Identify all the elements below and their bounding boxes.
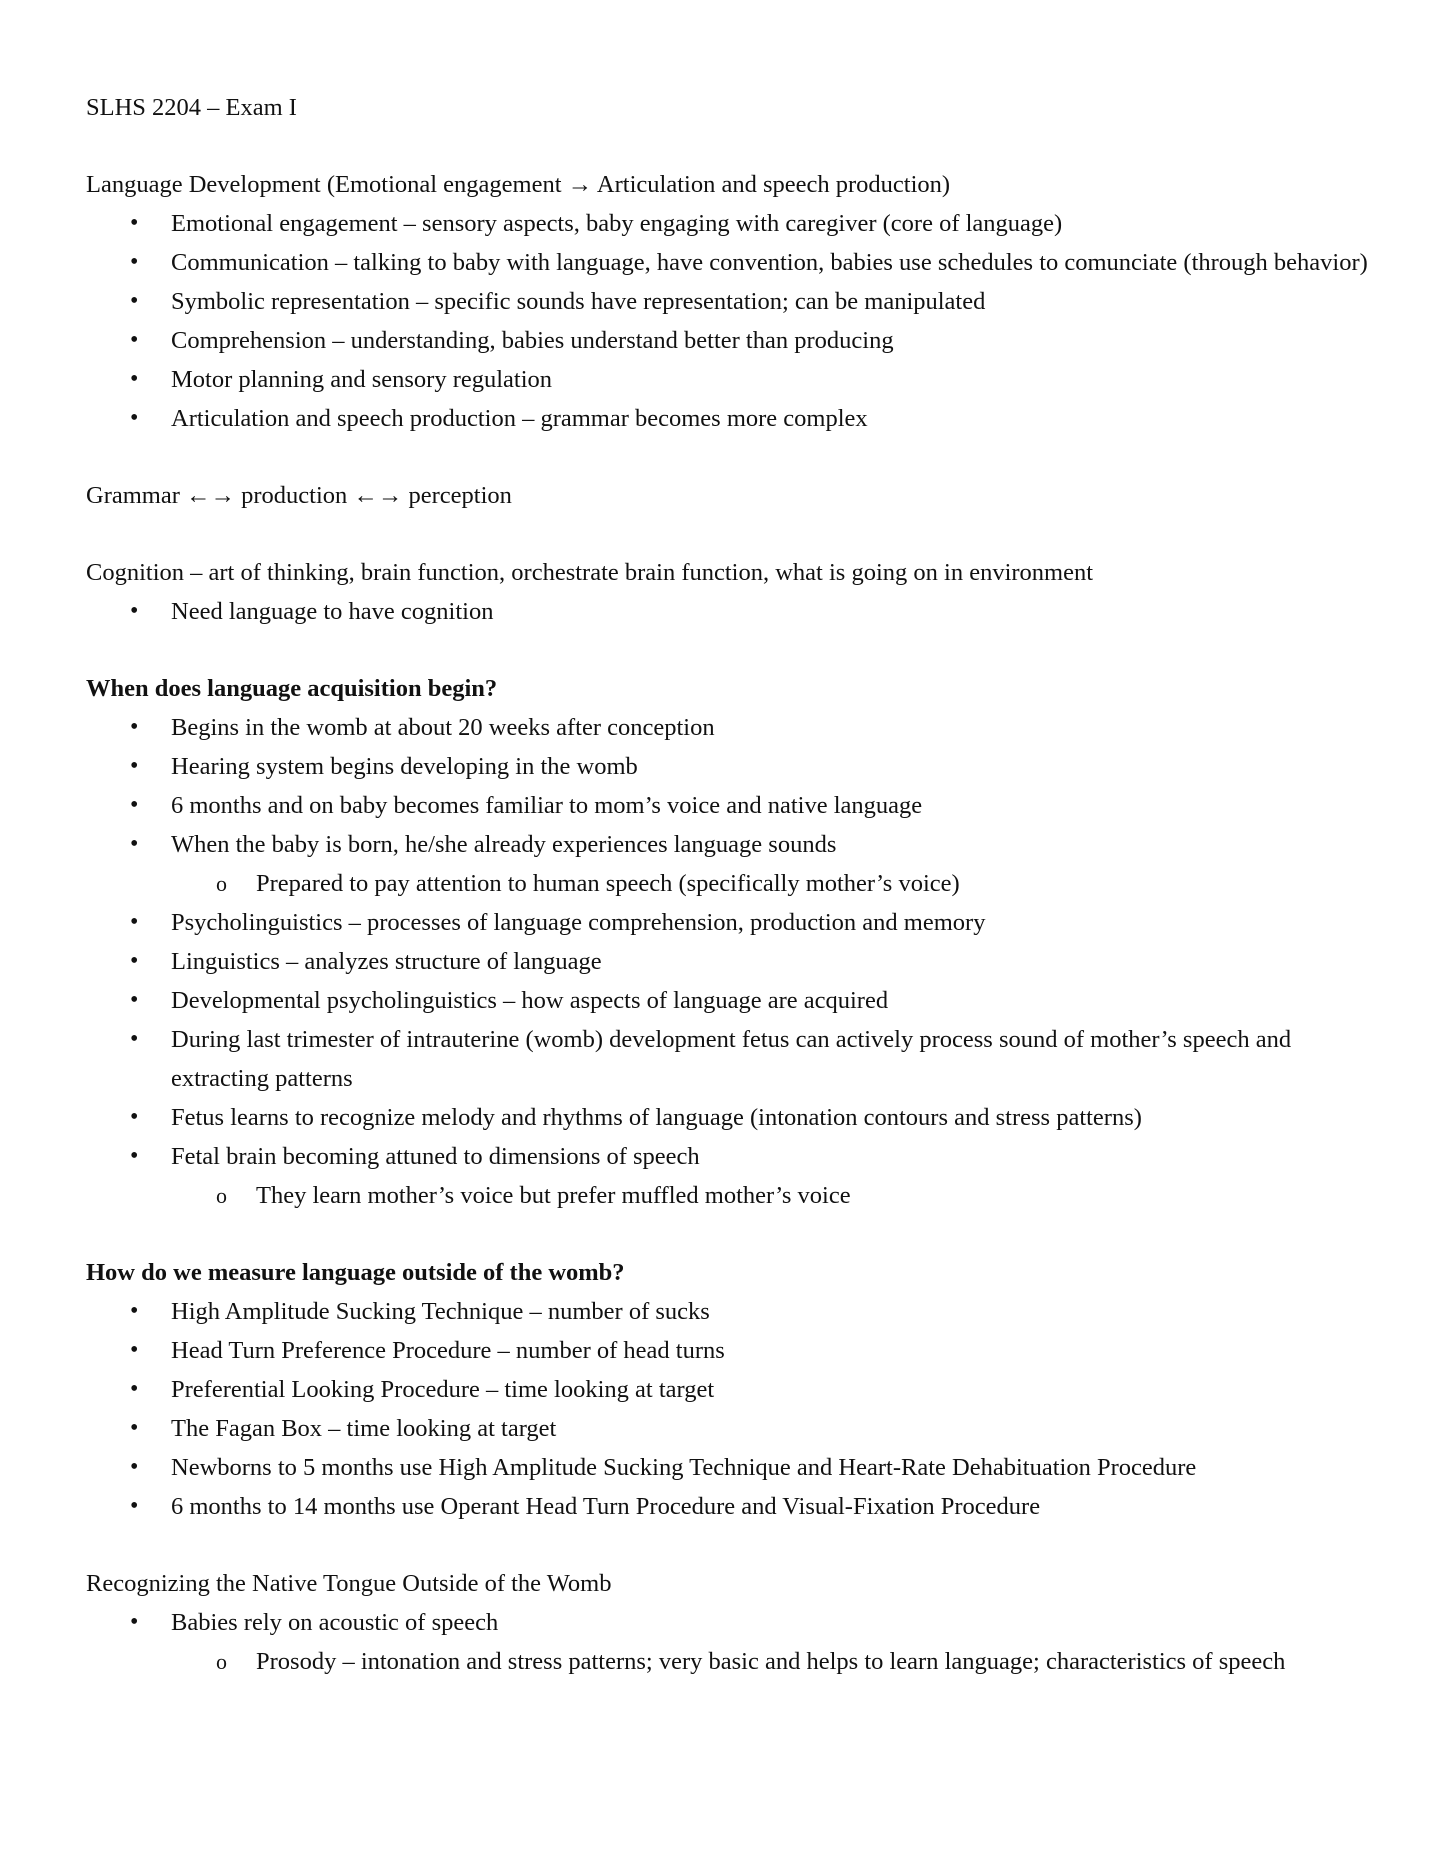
list-item (86, 1448, 1386, 1487)
bullet-icon: • (130, 405, 139, 431)
list-item (86, 282, 1386, 321)
list-item (86, 592, 1386, 631)
bullet-icon: • (130, 327, 139, 353)
bullet-icon: • (130, 1143, 139, 1169)
sub-bullet-icon: o (216, 1183, 227, 1208)
list-item (86, 204, 1386, 243)
list-item (86, 1603, 1386, 1681)
list-item (86, 360, 1386, 399)
bullet-icon: • (130, 1415, 139, 1441)
list-item-text: The Fagan Box – time looking at target (171, 1415, 557, 1442)
bullet-icon: • (130, 1376, 139, 1402)
list-item-text: High Amplitude Sucking Technique – number of sucks (171, 1298, 710, 1325)
spacer (86, 515, 1386, 553)
bullet-icon: • (130, 1298, 139, 1324)
bullet-icon: • (130, 598, 139, 624)
grammar-line: Grammar ←→ production ←→ perception (86, 482, 512, 509)
native-tongue-list (86, 1603, 1386, 1681)
list-item-text: During last trimester of intrauterine (womb) development fetus can actively process sound of mother’s speech and extracting patterns (171, 1026, 1292, 1092)
bullet-icon: • (130, 288, 139, 314)
bullet-icon: • (130, 1454, 139, 1480)
sub-bullet-icon: o (216, 1649, 227, 1674)
list-item-text: Prosody – intonation and stress patterns; very basic and helps to learn language; characteristics of speech (256, 1648, 1286, 1675)
list-item (86, 825, 1386, 903)
spacer (86, 1215, 1386, 1253)
list-item-text: They learn mother’s voice but prefer muffled mother’s voice (256, 1182, 851, 1209)
list-item (86, 1331, 1386, 1370)
language-development-list (86, 204, 1386, 438)
bullet-icon: • (130, 1609, 139, 1635)
list-item (86, 1292, 1386, 1331)
list-item-text: Motor planning and sensory regulation (171, 366, 553, 393)
list-item-text: 6 months to 14 months use Operant Head Turn Procedure and Visual-Fixation Procedure (171, 1493, 1041, 1520)
spacer (86, 127, 1386, 165)
sub-list-item (86, 864, 1386, 903)
list-item (86, 747, 1386, 786)
bullet-icon: • (130, 366, 139, 392)
list-item-text: Preferential Looking Procedure – time looking at target (171, 1376, 715, 1403)
list-item-text: Emotional engagement – sensory aspects, baby engaging with caregiver (core of language) (171, 210, 1063, 237)
spacer (86, 631, 1386, 669)
sub-list (171, 1642, 1386, 1681)
sub-list (171, 1176, 1386, 1215)
list-item-text: Babies rely on acoustic of speech (171, 1609, 499, 1636)
list-item-text: Prepared to pay attention to human speech (specifically mother’s voice) (256, 870, 960, 897)
list-item (86, 1137, 1386, 1215)
list-item (86, 1370, 1386, 1409)
list-item-text: When the baby is born, he/she already experiences language sounds (171, 831, 837, 858)
bullet-icon: • (130, 1104, 139, 1130)
section-heading-language-development: Language Development (Emotional engagement → Articulation and speech production) (86, 171, 951, 198)
list-item (86, 1487, 1386, 1526)
list-item (86, 1098, 1386, 1137)
bullet-icon: • (130, 753, 139, 779)
bullet-icon: • (130, 948, 139, 974)
list-item-text: Fetus learns to recognize melody and rhythms of language (intonation contours and stress patterns) (171, 1104, 1142, 1131)
list-item-text: Linguistics – analyzes structure of language (171, 948, 602, 975)
list-item (86, 903, 1386, 942)
list-item-text: Articulation and speech production – grammar becomes more complex (171, 405, 868, 432)
bullet-icon: • (130, 1493, 139, 1519)
sub-list (171, 864, 1386, 903)
bullet-icon: • (130, 714, 139, 740)
list-item-text: Begins in the womb at about 20 weeks after conception (171, 714, 715, 741)
list-item-text: Communication – talking to baby with language, have convention, babies use schedules to comunciate (through behavior) (171, 249, 1368, 276)
list-item-text: Newborns to 5 months use High Amplitude Sucking Technique and Heart-Rate Dehabituation Procedure (171, 1454, 1197, 1481)
bullet-icon: • (130, 909, 139, 935)
bullet-icon: • (130, 1337, 139, 1363)
document-title: SLHS 2204 – Exam I (86, 94, 297, 121)
list-item-text: 6 months and on baby becomes familiar to mom’s voice and native language (171, 792, 923, 819)
list-item (86, 786, 1386, 825)
list-item (86, 243, 1386, 282)
section-heading-native-tongue: Recognizing the Native Tongue Outside of the Womb (86, 1570, 612, 1597)
bullet-icon: • (130, 831, 139, 857)
section-heading-cognition: Cognition – art of thinking, brain function, orchestrate brain function, what is going on in environment (86, 559, 1094, 586)
cognition-list (86, 592, 1386, 631)
sub-list-item (86, 1642, 1386, 1681)
list-item (86, 399, 1386, 438)
sub-bullet-icon: o (216, 871, 227, 896)
bullet-icon: • (130, 249, 139, 275)
bullet-icon: • (130, 987, 139, 1013)
bullet-icon: • (130, 792, 139, 818)
acquisition-list (86, 708, 1386, 1215)
list-item-text: Symbolic representation – specific sounds have representation; can be manipulated (171, 288, 986, 315)
list-item-text: Psycholinguistics – processes of language comprehension, production and memory (171, 909, 986, 936)
spacer (86, 438, 1386, 476)
sub-list-item (86, 1176, 1386, 1215)
bullet-icon: • (130, 210, 139, 236)
bullet-icon: • (130, 1026, 139, 1052)
spacer (86, 1526, 1386, 1564)
list-item-text: Hearing system begins developing in the womb (171, 753, 638, 780)
measure-list (86, 1292, 1386, 1526)
list-item (86, 1409, 1386, 1448)
list-item (86, 981, 1386, 1020)
list-item (86, 321, 1386, 360)
list-item-text: Developmental psycholinguistics – how aspects of language are acquired (171, 987, 889, 1014)
list-item-text: Comprehension – understanding, babies understand better than producing (171, 327, 894, 354)
section-heading-acquisition: When does language acquisition begin? (86, 675, 498, 702)
list-item (86, 942, 1386, 981)
list-item-text: Head Turn Preference Procedure – number of head turns (171, 1337, 725, 1364)
document-page (86, 88, 1386, 1681)
list-item (86, 1020, 1386, 1098)
list-item-text: Need language to have cognition (171, 598, 494, 625)
section-heading-measure: How do we measure language outside of the womb? (86, 1259, 625, 1286)
list-item-text: Fetal brain becoming attuned to dimensions of speech (171, 1143, 700, 1170)
list-item (86, 708, 1386, 747)
